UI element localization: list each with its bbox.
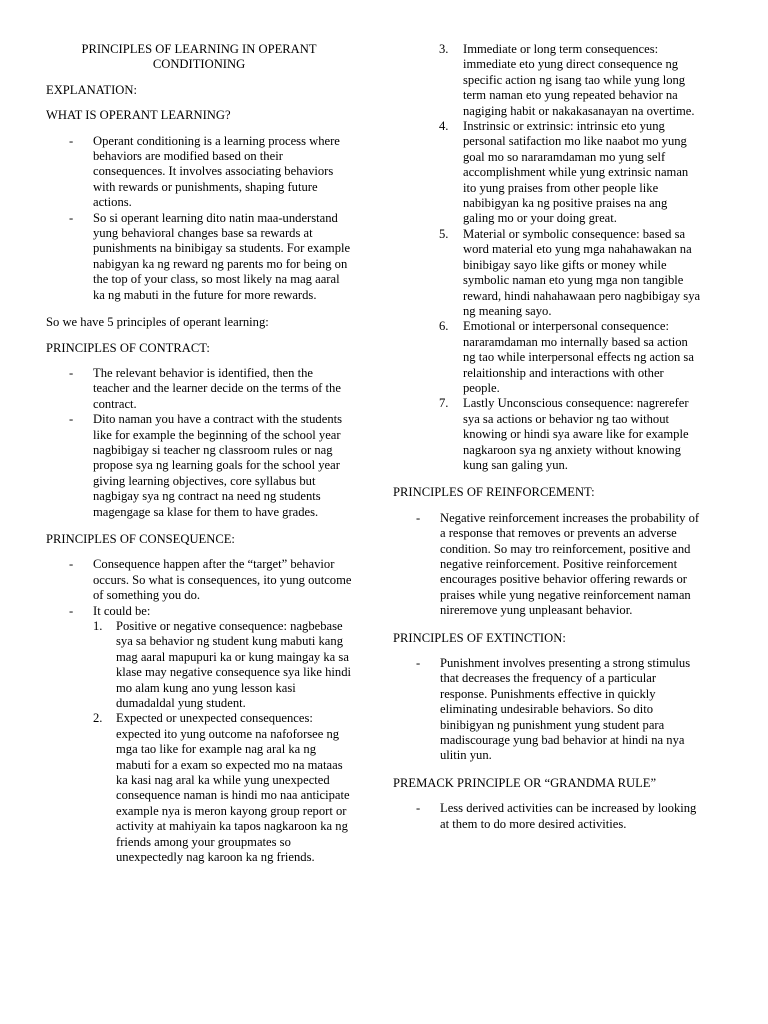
list-item <box>46 557 352 603</box>
reinforcement-heading: PRINCIPLES OF REINFORCEMENT: <box>393 485 595 500</box>
numbered-item <box>93 711 352 865</box>
numbered-item-text: Material or symbolic consequence: based sa word material eto yung mga nahahawakan na binibigay sayo like gifts or money while symbolic naman eto yung mga non tangible reward, hindi nahahawaan pero nagbibigay sya ng meaning sayo. <box>463 226 701 318</box>
dash-bullet: - <box>69 557 74 572</box>
list-item-text: It could be: <box>93 603 151 618</box>
item-number: 2. <box>93 711 103 726</box>
list-item <box>393 511 701 619</box>
numbered-item <box>393 227 701 319</box>
list-item-text: Punishment involves presenting a strong stimulus that decreases the frequency of a particular response. Punishments effective in quickly eliminating undesirable behaviors. So dito binibigyan ng punishment yung student para madiscourage yung bad behavior at hindi na nya ulitin yun. <box>440 656 691 763</box>
list-item-text: Negative reinforcement increases the probability of a response that removes or prevents an adverse condition. So may tro reinforcement, positive and negative reinforcement. Positive reinforcement encourages positive behavior offering rewards or praises while yung negative reinforcement naman nireremove yung unpleasant behavior. <box>440 510 700 618</box>
item-number: 6. <box>439 319 449 334</box>
list-item-text: Less derived activities can be increased by looking at them to do more desired activities. <box>440 801 697 831</box>
dash-bullet: - <box>69 365 74 380</box>
list-item <box>393 656 701 764</box>
dash-bullet: - <box>416 801 421 816</box>
numbered-item-text: Lastly Unconscious consequence: nagrerefer sya sa actions or behavior ng tao without knowing or hindi sya aware like for example nagkaroon sya ng anxiety without knowing kung san galing yun. <box>463 396 689 472</box>
dash-bullet: - <box>69 412 74 427</box>
consequence-types-list <box>93 619 352 866</box>
list-item <box>46 412 352 520</box>
item-number: 1. <box>93 619 103 633</box>
numbered-item <box>393 42 701 119</box>
explanation-heading: EXPLANATION: <box>46 82 137 97</box>
consequence-types-continued-list <box>393 42 701 473</box>
five-principles-intro: So we have 5 principles of operant learning: <box>46 315 269 330</box>
dash-bullet: - <box>69 133 74 148</box>
reinforcement-list <box>393 511 701 619</box>
document-title: PRINCIPLES OF LEARNING IN OPERANT CONDITIONING <box>81 42 317 72</box>
what-is-operant-learning-heading: WHAT IS OPERANT LEARNING? <box>46 108 231 123</box>
contract-heading: PRINCIPLES OF CONTRACT: <box>46 340 210 355</box>
list-item <box>46 604 352 866</box>
extinction-heading: PRINCIPLES OF EXTINCTION: <box>393 630 566 645</box>
list-item <box>46 134 352 211</box>
numbered-item-text: Expected or unexpected consequences: expected ito yung outcome na nafoforsee ng mga tao like for example nag aral ka ng mabuti for a exam so expected mo na mataas ka kasi nag aral ka while yung unexpected consequence naman is hindi mo naa anticipate example nya is meron kayong group report or activity at mahiyain ka tapos nagkaroon ka ng friends among your groupmates so unexpectedly nag karoon ka ng friends. <box>116 711 350 865</box>
consequence-heading: PRINCIPLES OF CONSEQUENCE: <box>46 531 235 546</box>
what-is-list <box>46 134 352 303</box>
numbered-item-text: Positive or negative consequence: nagbebase sya sa behavior ng student kung mabuti kang mag aaral mapupuri ka or kung maingay ka sa klase may negative consequence sya like hindi mo alam kung ano yung lesson kasi dumadaldal yung student. <box>116 619 352 711</box>
left-column <box>46 42 352 878</box>
consequence-list <box>46 557 352 865</box>
item-number: 4. <box>439 119 449 134</box>
dash-bullet: - <box>416 656 421 671</box>
item-number: 7. <box>439 396 449 411</box>
numbered-item <box>393 119 701 227</box>
contract-list <box>46 366 352 520</box>
list-item-text: Dito naman you have a contract with the students like for example the beginning of the school year nagbibigay si teacher ng classroom rules or nag propose sya ng learning goals for the school year giving learning objectives, core syllabus but nagbigay sya ng contract na need ng students magengage sa klase for them to have grades. <box>93 412 343 519</box>
dash-bullet: - <box>69 210 74 225</box>
list-item <box>46 366 352 412</box>
numbered-item <box>393 319 701 396</box>
premack-heading: PREMACK PRINCIPLE OR “GRANDMA RULE” <box>393 775 657 790</box>
numbered-item-text: Instrinsic or extrinsic: intrinsic eto yung personal satifaction mo like naabot mo yung goal mo so nararamdaman mo yung self accomplishment while yung extrinsic naman ito yung praises from other people like nabibigyan ka ng positive praises na ang galing mo or your doing great. <box>463 119 689 226</box>
dash-bullet: - <box>69 603 74 618</box>
list-item-text: The relevant behavior is identified, then the teacher and the learner decide on the terms of the contract. <box>93 365 341 411</box>
right-column <box>393 42 701 844</box>
numbered-item <box>93 619 352 711</box>
item-number: 3. <box>439 42 449 56</box>
numbered-item-text: Immediate or long term consequences: immediate eto yung direct consequence ng specific action ng isang tao while yung long term naman eto yung repeated behavior na nagiging habit or nakakasanayan na overtime. <box>463 42 695 118</box>
dash-bullet: - <box>416 510 421 525</box>
premack-list <box>393 801 701 832</box>
list-item <box>393 801 701 832</box>
list-item-text: Operant conditioning is a learning process where behaviors are modified based on their consequences. It involves associating behaviors with rewards or punishments, shaping future actions. <box>93 133 340 210</box>
list-item-text: Consequence happen after the “target” behavior occurs. So what is consequences, ito yung outcome of something you do. <box>93 557 352 603</box>
list-item <box>46 211 352 303</box>
list-item-text: So si operant learning dito natin maa-understand yung behavioral changes base sa rewards at punishments na binibigay sa students. For example nabigyan ka ng reward ng parents mo for being on the top of your class, so most likely na mag aaral ka ng mabuti in the future for more rewards. <box>93 210 351 302</box>
extinction-list <box>393 656 701 764</box>
item-number: 5. <box>439 226 449 241</box>
numbered-item <box>393 396 701 473</box>
numbered-item-text: Emotional or interpersonal consequence: nararamdaman mo internally based sa action ng tao while interpersonal effects ng action sa relaitionship and interactions with other people. <box>463 319 694 395</box>
